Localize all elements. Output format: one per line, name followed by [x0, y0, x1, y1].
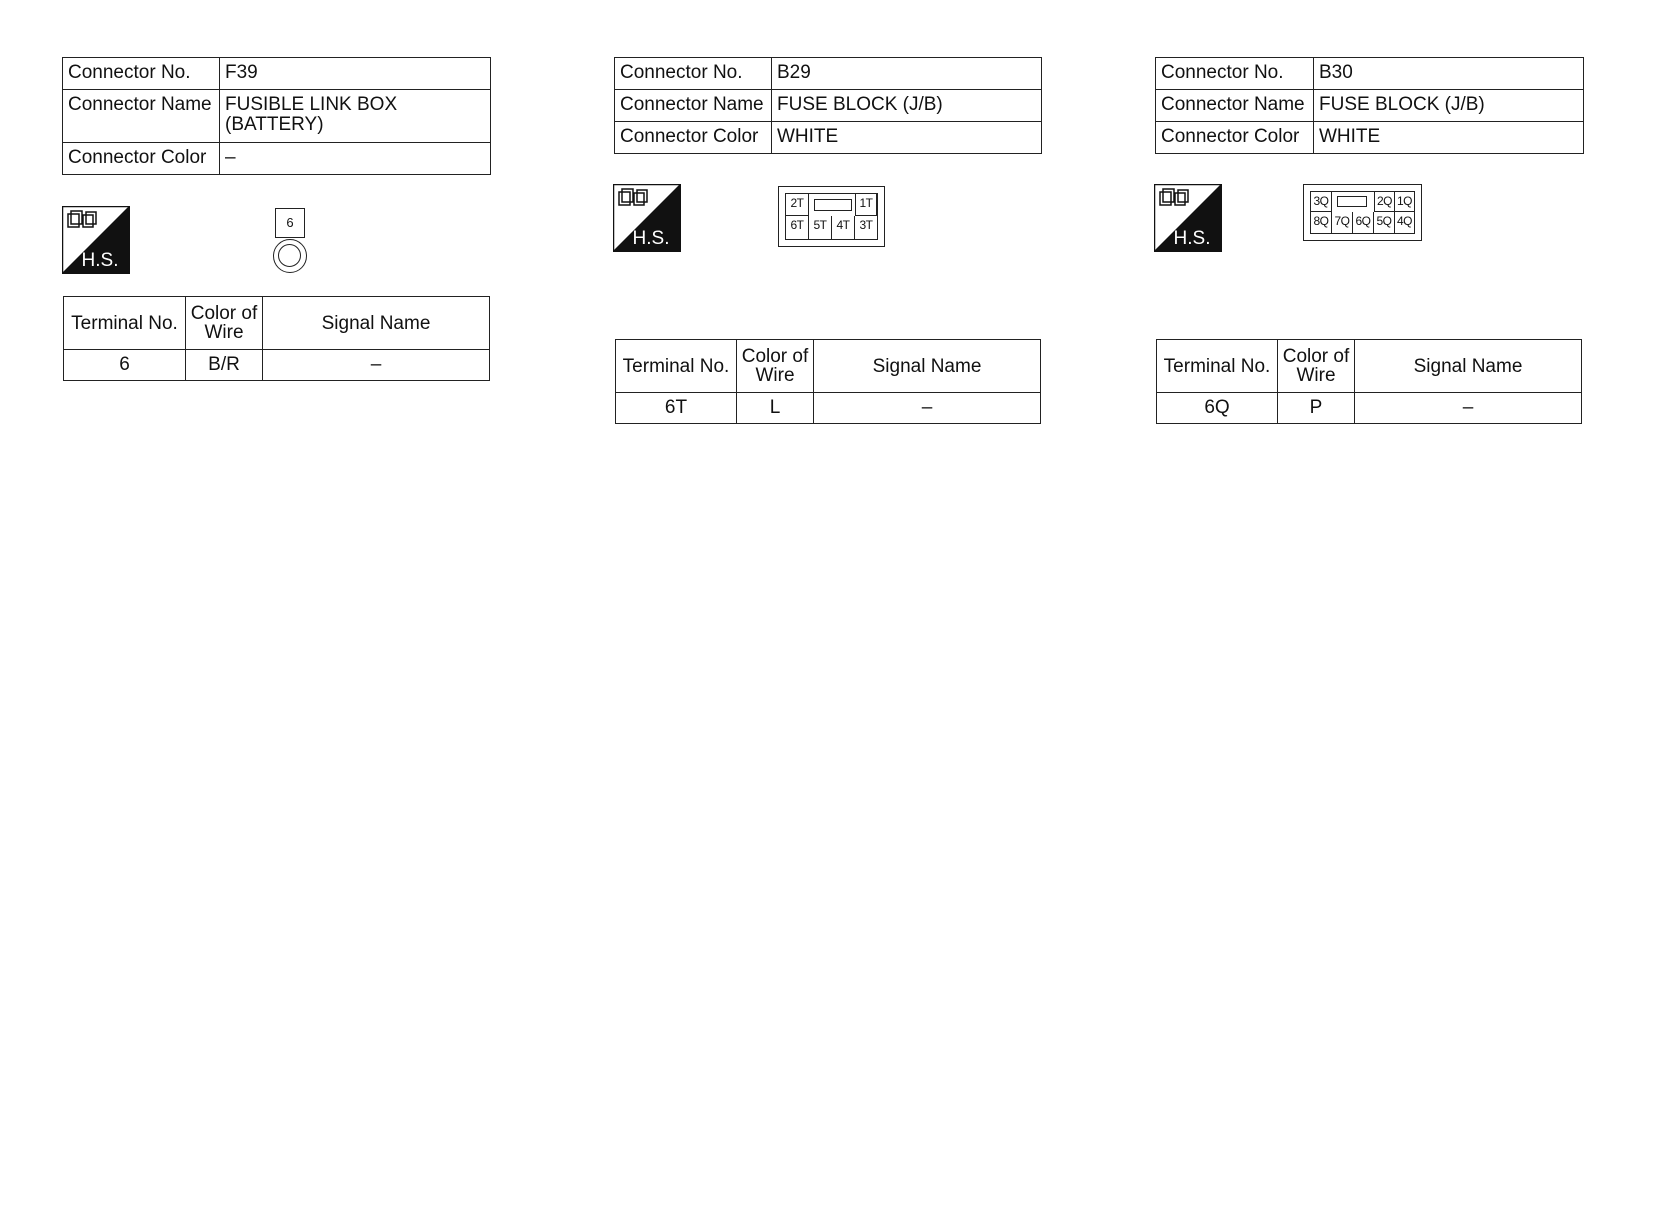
pin-cell: 1Q	[1395, 192, 1414, 212]
signal-name-cell: –	[814, 393, 1041, 424]
connector-name-line1: FUSIBLE LINK BOX	[225, 94, 398, 115]
signal-name-header: Signal Name	[1355, 340, 1582, 393]
connector-color-label: Connector Color	[63, 143, 220, 175]
connector-name-value	[220, 90, 491, 143]
signal-name-cell: –	[263, 350, 490, 381]
terminal-no-header: Terminal No.	[64, 297, 186, 350]
color-of-wire-line1: Color of	[190, 303, 258, 324]
connector-info-table	[62, 57, 491, 175]
pin-cell: 5T	[809, 216, 832, 239]
color-of-wire-line2: Wire	[1296, 365, 1336, 386]
connector-no-value: B30	[1314, 58, 1584, 90]
color-of-wire-line2: Wire	[204, 322, 244, 343]
connector-color-label: Connector Color	[1156, 122, 1314, 154]
connector-info-table	[1155, 57, 1584, 154]
signal-name-header: Signal Name	[263, 297, 490, 350]
pin-cell: 1T	[855, 194, 877, 216]
pin-cell: 4Q	[1396, 214, 1412, 228]
terminal-no-header: Terminal No.	[616, 340, 737, 393]
connector-face	[1303, 184, 1422, 241]
pin-cell: 2T	[786, 194, 809, 216]
terminal-no-cell: 6Q	[1157, 393, 1278, 424]
hs-label: H.S.	[1173, 228, 1211, 249]
connector-name-value: FUSE BLOCK (J/B)	[772, 90, 1042, 122]
latch-slot	[814, 199, 852, 211]
connector-name-label: Connector Name	[615, 90, 772, 122]
color-of-wire-line2: Wire	[755, 365, 795, 386]
connector-name-label: Connector Name	[63, 90, 220, 143]
wire-color-cell: L	[737, 393, 814, 424]
wire-color-cell: B/R	[186, 350, 263, 381]
table-row	[1157, 393, 1582, 424]
terminal-no-cell: 6	[64, 350, 186, 381]
harness-side-icon	[613, 184, 681, 252]
wire-color-cell: P	[1278, 393, 1355, 424]
latch-slot	[1337, 196, 1367, 207]
pin-tag: 6	[275, 208, 305, 238]
color-of-wire-header	[1278, 340, 1355, 393]
harness-side-icon	[62, 206, 130, 274]
pin-cell: 5Q	[1374, 212, 1395, 233]
connector-color-label: Connector Color	[615, 122, 772, 154]
table-row	[64, 350, 490, 381]
harness-side-icon	[1154, 184, 1222, 252]
connector-no-value: B29	[772, 58, 1042, 90]
connector-no-value: F39	[220, 58, 491, 90]
pin-cell: 8Q	[1311, 212, 1332, 233]
pin-cell: 7Q	[1332, 212, 1353, 233]
connector-color-value: –	[220, 143, 491, 175]
connector-no-label: Connector No.	[1156, 58, 1314, 90]
hs-label: H.S.	[81, 250, 119, 271]
connector-no-label: Connector No.	[63, 58, 220, 90]
signal-name-header: Signal Name	[814, 340, 1041, 393]
terminal-table	[1156, 339, 1582, 424]
pin-cell: 3T	[859, 218, 873, 232]
color-of-wire-line1: Color of	[741, 346, 809, 367]
pin-cell: 4T	[832, 216, 855, 239]
color-of-wire-header	[186, 297, 263, 350]
table-row	[616, 393, 1041, 424]
connector-name-value: FUSE BLOCK (J/B)	[1314, 90, 1584, 122]
terminal-no-cell: 6T	[616, 393, 737, 424]
connector-name-line2: (BATTERY)	[225, 114, 324, 135]
connector-info-table	[614, 57, 1042, 154]
connector-no-label: Connector No.	[615, 58, 772, 90]
pin-cell: 6Q	[1353, 212, 1374, 233]
pin-cell: 3Q	[1311, 192, 1332, 212]
pin-cell: 2Q	[1374, 192, 1395, 212]
hs-label: H.S.	[632, 228, 670, 249]
connector-face	[778, 186, 885, 247]
color-of-wire-line1: Color of	[1282, 346, 1350, 367]
signal-name-cell: –	[1355, 393, 1582, 424]
pin-cell: 6T	[786, 216, 809, 239]
terminal-table	[615, 339, 1041, 424]
terminal-table	[63, 296, 490, 381]
connector-color-value: WHITE	[1314, 122, 1584, 154]
color-of-wire-header	[737, 340, 814, 393]
connector-name-label: Connector Name	[1156, 90, 1314, 122]
terminal-no-header: Terminal No.	[1157, 340, 1278, 393]
ring-terminal-icon	[273, 239, 307, 273]
connector-color-value: WHITE	[772, 122, 1042, 154]
